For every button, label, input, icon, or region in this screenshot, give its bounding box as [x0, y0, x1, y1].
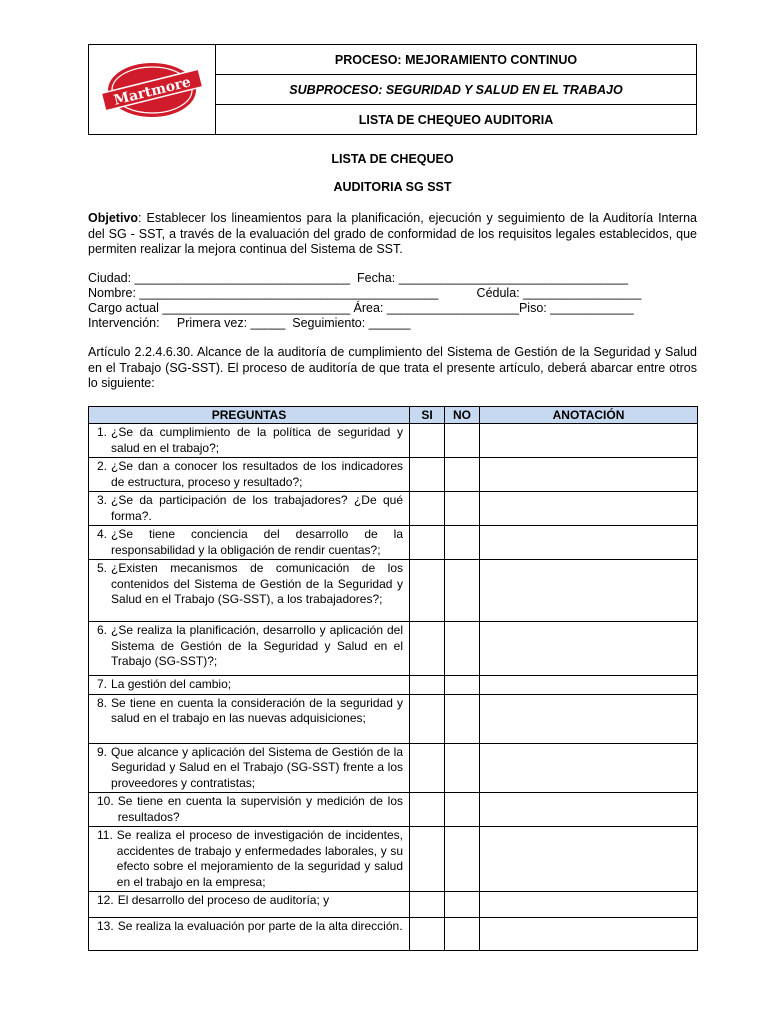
notes-cell[interactable] — [480, 492, 698, 526]
logo-cell — [89, 45, 216, 135]
question-number: 8. — [97, 695, 108, 710]
no-checkbox-cell[interactable] — [445, 793, 480, 827]
no-checkbox-cell[interactable] — [445, 560, 480, 622]
notes-cell[interactable] — [480, 918, 698, 951]
question-text: Se realiza el proceso de investigación de incidentes, accidentes de trabajo y enfermedades laborales, y su efecto sobre el mejoramiento de la seguridad y salud en el trabajo en la empresa; — [116, 828, 403, 889]
question-text: ¿Se realiza la planificación, desarrollo y aplicación del Sistema de Gestión de la Seguridad y Salud en el Trabajo (SG-SST)?; — [111, 623, 403, 668]
notes-cell[interactable] — [480, 694, 698, 743]
document-subtitle: AUDITORIA SG SST — [333, 180, 452, 194]
table-row — [89, 918, 698, 951]
question-text: ¿Se da cumplimiento de la política de seguridad y salud en el trabajo?; — [111, 425, 403, 455]
article-paragraph: Artículo 2.2.4.6.30. Alcance de la auditoría de cumplimiento del Sistema de Gestión de la Seguridad y Salud en el Trabajo (SG-SST). El proceso de auditoría de que trata el presente artículo, deberá abarcar entre otros lo siguiente: — [88, 345, 697, 390]
no-checkbox-cell[interactable] — [445, 458, 480, 492]
question-text: ¿Se tiene conciencia del desarrollo de la responsabilidad y la obligación de rendir cuentas?; — [111, 527, 403, 557]
table-row — [89, 526, 698, 560]
yes-header: SI — [410, 407, 445, 424]
question-cell — [89, 676, 410, 695]
question-cell — [89, 526, 410, 560]
question-number: 9. — [97, 744, 108, 759]
table-header-row — [89, 407, 698, 424]
yes-checkbox-cell[interactable] — [410, 743, 445, 793]
question-cell — [89, 458, 410, 492]
question-text: Se tiene en cuenta la consideración de la seguridad y salud en el trabajo en las nuevas adquisiciones; — [111, 695, 403, 725]
no-checkbox-cell[interactable] — [445, 827, 480, 892]
yes-checkbox-cell[interactable] — [410, 918, 445, 951]
question-cell — [89, 743, 410, 793]
notes-cell[interactable] — [480, 560, 698, 622]
martmore-logo — [98, 57, 206, 123]
question-cell — [89, 622, 410, 676]
question-text: ¿Se da participación de los trabajadores? ¿De qué forma?. — [111, 493, 403, 523]
notes-header: ANOTACIÓN — [480, 407, 698, 424]
question-cell — [89, 793, 410, 827]
table-row — [89, 492, 698, 526]
table-row — [89, 676, 698, 695]
question-cell — [89, 424, 410, 458]
question-cell — [89, 918, 410, 951]
question-number: 12. — [97, 893, 114, 907]
subprocess-title: SUBPROCESO: SEGURIDAD Y SALUD EN EL TRABAJO — [216, 75, 697, 105]
checklist-table — [88, 406, 698, 951]
question-number: 4. — [97, 527, 108, 541]
yes-checkbox-cell[interactable] — [410, 424, 445, 458]
question-number: 2. — [97, 459, 108, 473]
document-type: LISTA DE CHEQUEO AUDITORIA — [216, 105, 697, 135]
no-checkbox-cell[interactable] — [445, 918, 480, 951]
notes-cell[interactable] — [480, 743, 698, 793]
no-checkbox-cell[interactable] — [445, 676, 480, 695]
table-row — [89, 827, 698, 892]
process-title: PROCESO: MEJORAMIENTO CONTINUO — [216, 45, 697, 75]
question-number: 11. — [97, 828, 113, 842]
no-checkbox-cell[interactable] — [445, 424, 480, 458]
notes-cell[interactable] — [480, 793, 698, 827]
notes-cell[interactable] — [480, 676, 698, 695]
objective-paragraph — [88, 211, 697, 258]
yes-checkbox-cell[interactable] — [410, 827, 445, 892]
no-header: NO — [445, 407, 480, 424]
table-row — [89, 458, 698, 492]
yes-checkbox-cell[interactable] — [410, 622, 445, 676]
no-checkbox-cell[interactable] — [445, 526, 480, 560]
yes-checkbox-cell[interactable] — [410, 892, 445, 918]
question-text: ¿Se dan a conocer los resultados de los indicadores de estructura, proceso y resultado?; — [111, 459, 403, 489]
notes-cell[interactable] — [480, 526, 698, 560]
question-number: 13. — [97, 919, 114, 933]
intervention-field[interactable]: Intervención: Primera vez: _____ Seguimiento: ______ — [88, 316, 411, 330]
question-cell — [89, 694, 410, 743]
no-checkbox-cell[interactable] — [445, 743, 480, 793]
notes-cell[interactable] — [480, 622, 698, 676]
yes-checkbox-cell[interactable] — [410, 526, 445, 560]
notes-cell[interactable] — [480, 892, 698, 918]
table-row — [89, 424, 698, 458]
objective-label: Objetivo — [88, 211, 139, 225]
yes-checkbox-cell[interactable] — [410, 694, 445, 743]
table-row — [89, 694, 698, 743]
notes-cell[interactable] — [480, 827, 698, 892]
question-text: ¿Existen mecanismos de comunicación de los contenidos del Sistema de Gestión de la Seguridad y Salud en el Trabajo (SG-SST), a los trabajadores?; — [111, 561, 403, 606]
question-number: 10. — [97, 794, 114, 808]
document-header — [88, 44, 697, 135]
question-number: 1. — [97, 425, 108, 439]
question-text: Que alcance y aplicación del Sistema de Gestión de la Seguridad y Salud en el Trabajo (SG-SST) frente a los proveedores y contratistas; — [111, 744, 403, 790]
position-area-floor-field[interactable]: Cargo actual ___________________________ Área: ___________________Piso: ____________ — [88, 301, 634, 315]
yes-checkbox-cell[interactable] — [410, 793, 445, 827]
table-row — [89, 560, 698, 622]
yes-checkbox-cell[interactable] — [410, 676, 445, 695]
question-text: Se tiene en cuenta la supervisión y medición de los resultados? — [117, 794, 403, 824]
document-title: LISTA DE CHEQUEO — [331, 152, 454, 166]
no-checkbox-cell[interactable] — [445, 622, 480, 676]
table-row — [89, 793, 698, 827]
notes-cell[interactable] — [480, 424, 698, 458]
question-cell — [89, 827, 410, 892]
question-number: 5. — [97, 561, 108, 575]
objective-text: : Establecer los lineamientos para la planificación, ejecución y seguimiento de la Auditoría Interna del SG - SST, a través de la evaluación del grado de conformidad de los requisitos legales establecidos, que permiten realizar la mejora continua del Sistema de SST. — [88, 211, 697, 256]
question-text: Se realiza la evaluación por parte de la alta dirección. — [117, 919, 403, 933]
svg-text:Martmore: Martmore — [112, 73, 193, 109]
table-row — [89, 743, 698, 793]
notes-cell[interactable] — [480, 458, 698, 492]
name-id-field[interactable]: Nombre: ___________________________________________ Cédula: _________________ — [88, 286, 642, 300]
question-number: 3. — [97, 493, 108, 507]
question-text: La gestión del cambio; — [111, 677, 232, 691]
no-checkbox-cell[interactable] — [445, 694, 480, 743]
no-checkbox-cell[interactable] — [445, 892, 480, 918]
yes-checkbox-cell[interactable] — [410, 492, 445, 526]
question-number: 7. — [97, 677, 108, 691]
question-cell — [89, 492, 410, 526]
no-checkbox-cell[interactable] — [445, 492, 480, 526]
table-row — [89, 622, 698, 676]
question-text: El desarrollo del proceso de auditoría; y — [117, 893, 330, 907]
table-row — [89, 892, 698, 918]
question-number: 6. — [97, 623, 108, 637]
yes-checkbox-cell[interactable] — [410, 458, 445, 492]
question-cell — [89, 892, 410, 918]
question-cell — [89, 560, 410, 622]
yes-checkbox-cell[interactable] — [410, 560, 445, 622]
questions-header: PREGUNTAS — [89, 407, 410, 424]
city-date-field[interactable]: Ciudad: _______________________________ Fecha: _________________________________ — [88, 271, 629, 285]
